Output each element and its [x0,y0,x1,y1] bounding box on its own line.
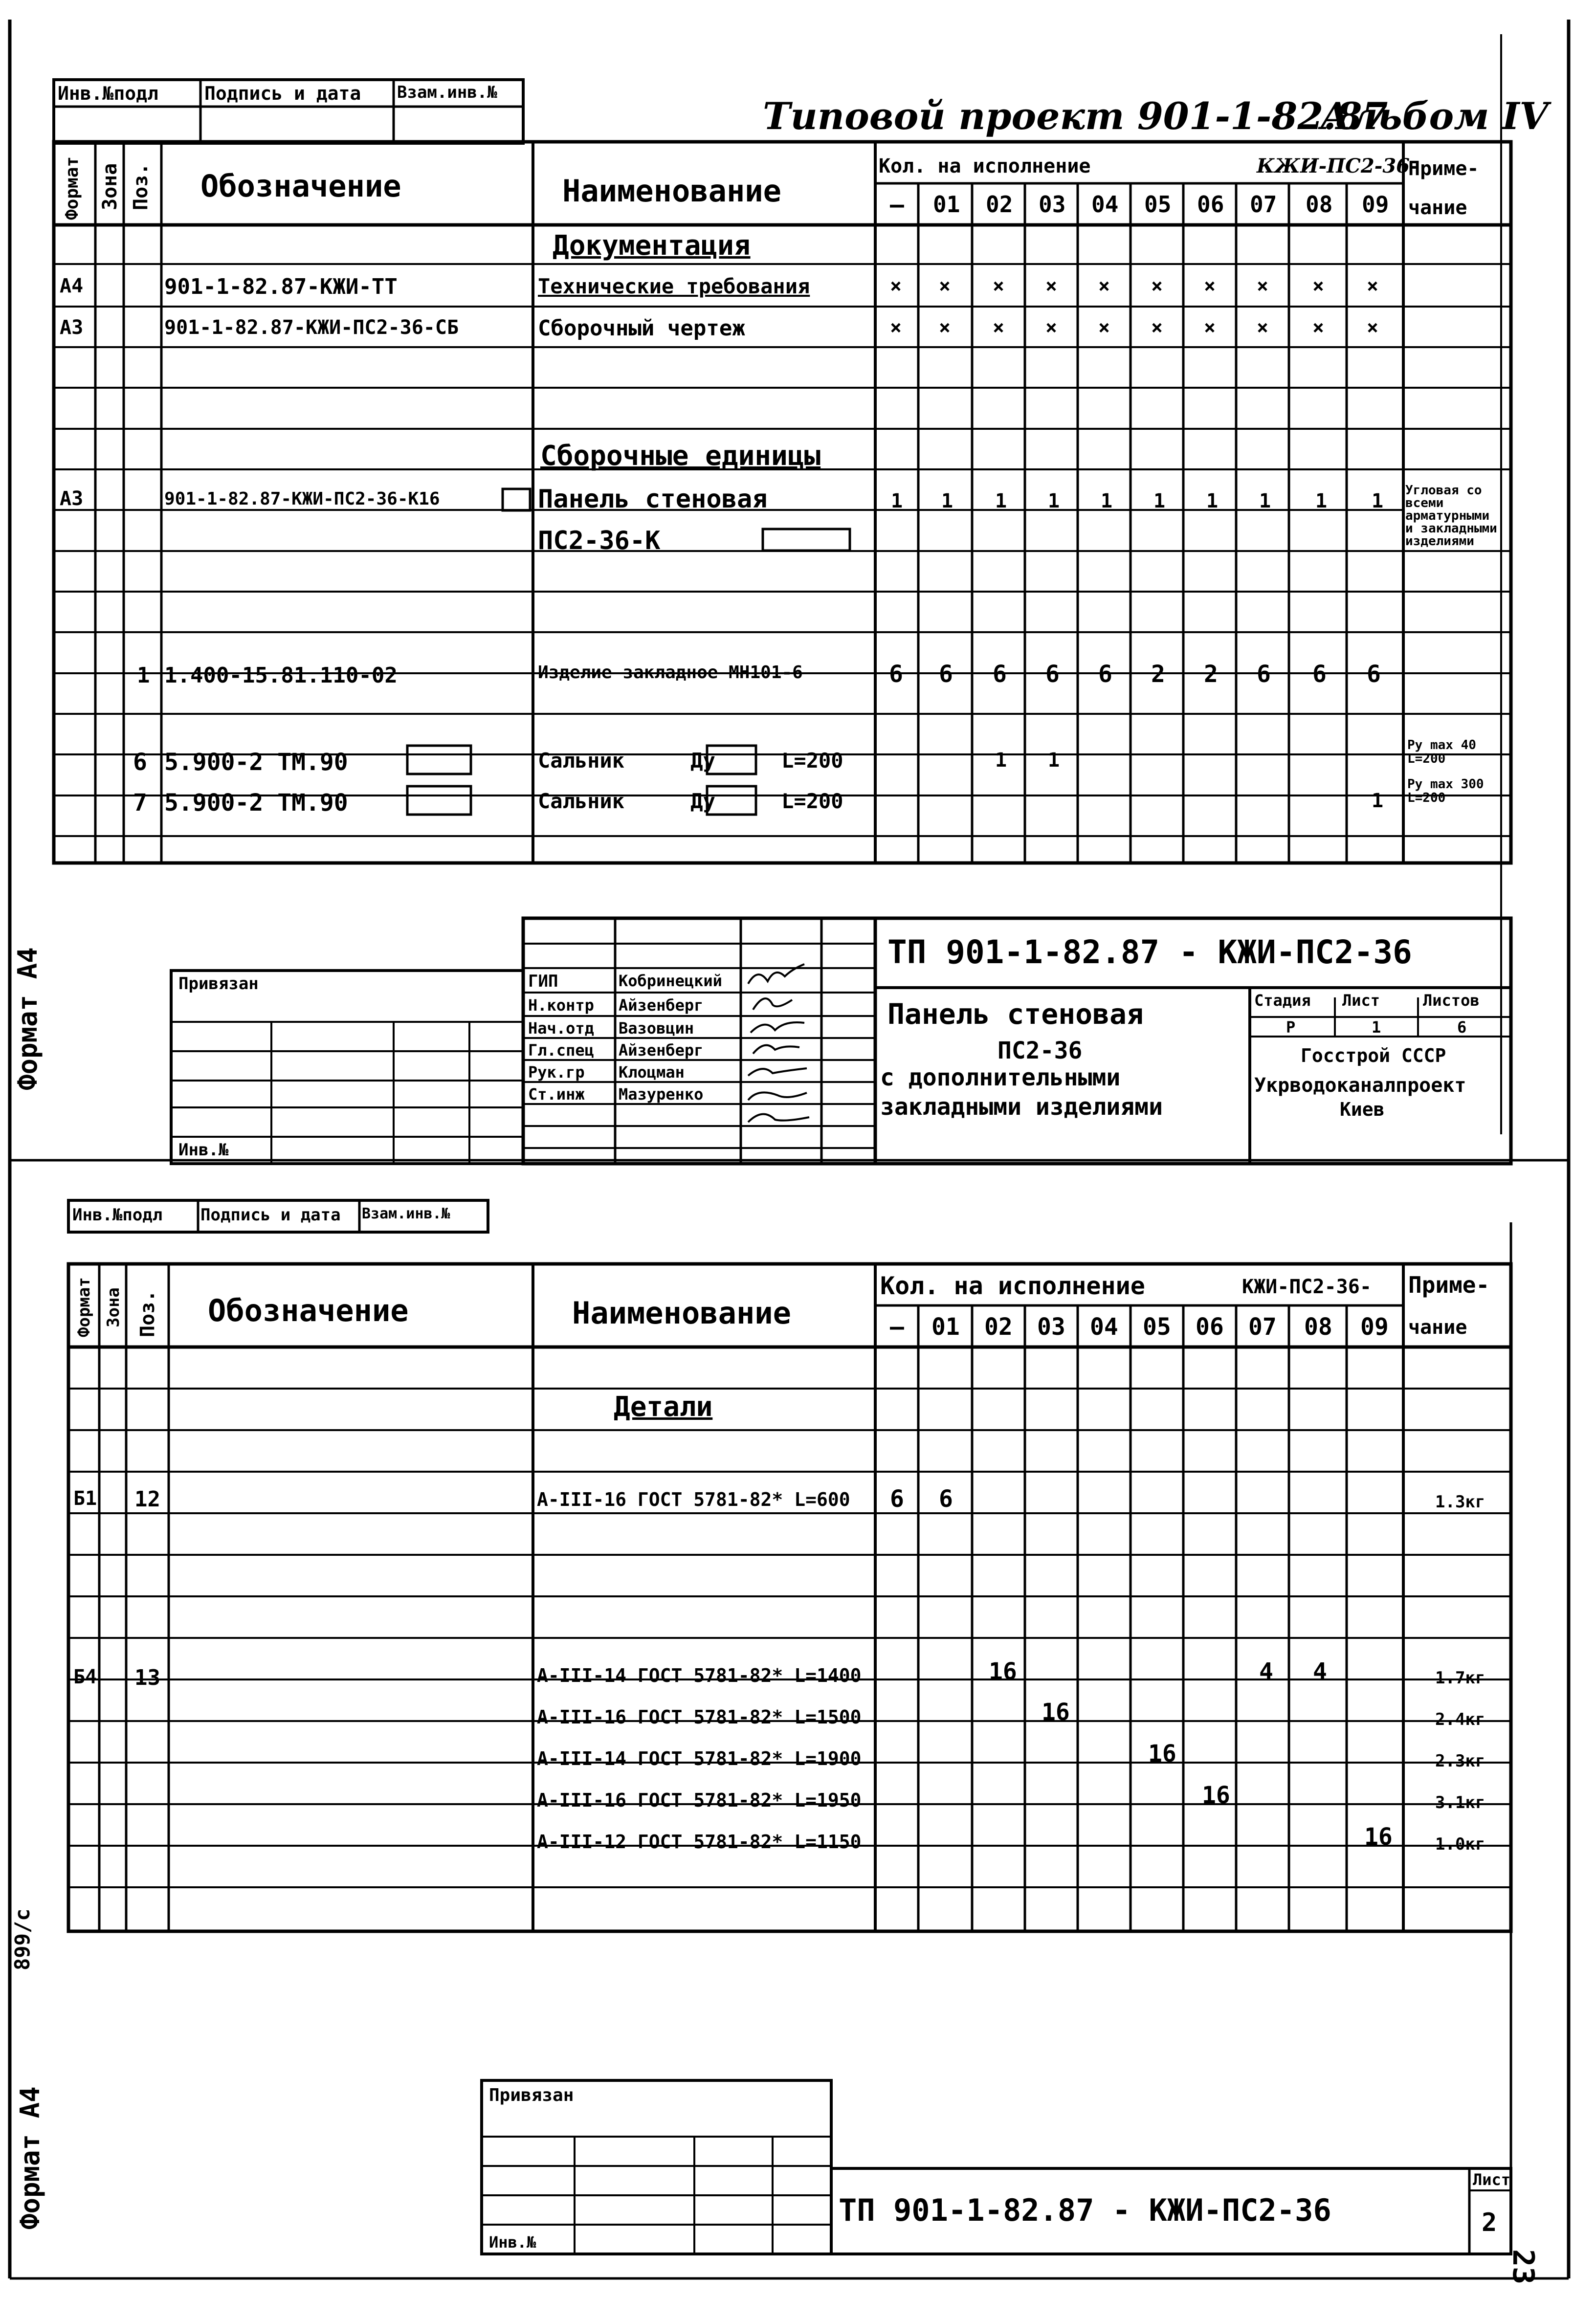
header-qty-code: КЖИ-ПС2-36- [1257,155,1418,177]
cell-qty: × [1204,316,1216,339]
variant-header: 01 [931,1313,960,1341]
top-stamp-replacement: Взам.инв.№ [362,1205,450,1222]
cell-qty: 1 [995,490,1007,512]
role: Ст.инж [528,1085,585,1104]
cell-format: А3 [60,487,84,510]
cell-name: Сальник Ду L=200 [538,749,843,773]
org-line: Киев [1340,1099,1385,1120]
name: Мазуренко [619,1085,704,1104]
sheet-value: 1 [1372,1018,1381,1037]
section-assembly-units: Сборочные единицы [540,440,821,472]
cell-name: Сборочный чертеж [538,316,745,341]
name: Вазовцин [619,1019,694,1038]
top-stamp-signature: Подпись и дата [204,83,361,104]
cell-qty: × [1098,275,1110,297]
cell-format: Б4 [73,1666,97,1688]
header-name: Наименование [572,1295,791,1331]
variant-header: 06 [1196,1313,1224,1341]
drawing-title-line: с дополнительными [880,1064,1121,1091]
cell-pos: 12 [134,1487,160,1512]
cell-qty: 16 [1148,1740,1176,1767]
variant-header: 06 [1197,191,1224,218]
top-stamp-inv: Инв.№подл [72,1205,163,1225]
cell-qty: × [993,316,1005,339]
cell-qty: 6 [1257,661,1271,688]
cell-name: А-III-16 ГОСТ 5781-82* L=600 [537,1489,850,1510]
sheet-label: Лист [1473,2170,1511,2189]
cell-qty: × [1257,275,1269,297]
cell-name: Панель стеновая [538,485,768,514]
variant-header: 03 [1039,191,1066,218]
cell-note: 1.3кг [1435,1492,1485,1512]
cell-designation: 901-1-82.87-КЖИ-ТТ [164,274,398,299]
cell-name: Изделие закладное МН101-6 [538,663,803,683]
cell-qty: × [1045,316,1058,339]
cell-format: А3 [60,316,84,339]
name: Айзенберг [619,1041,704,1060]
cell-note: 3.1кг [1435,1793,1485,1812]
cell-qty: × [1312,275,1325,297]
cell-pos: 6 [133,749,147,776]
org-line: Госстрой СССР [1301,1045,1446,1066]
cell-qty: 4 [1259,1658,1273,1685]
header-pos: Поз. [136,1290,159,1337]
variant-header: 03 [1037,1313,1065,1341]
cell-designation: 901-1-82.87-КЖИ-ПС2-36-СБ [164,316,459,339]
header-zone: Зона [104,1287,123,1327]
drawing-title-line: Панель стеновая [887,997,1144,1031]
cell-note: Ру max 300 L=200 [1407,777,1484,805]
section-documentation: Документация [553,230,751,262]
header-qty: Кол. на исполнение [880,1272,1145,1300]
cell-qty: 1 [1372,790,1384,812]
cell-qty: 2 [1151,661,1165,688]
header-format: Формат [62,156,82,220]
cell-qty: × [1312,316,1325,339]
header-pos: Поз. [130,163,152,210]
variant-header: 02 [986,191,1013,218]
sheet-value: 2 [1482,2208,1497,2237]
album-label: Альбом IV [1320,94,1549,138]
cell-name: Технические требования [538,274,810,298]
cell-qty: × [1204,275,1216,297]
sheets-label: Листов [1423,991,1480,1010]
top-stamp-replacement: Взам.инв.№ [397,83,497,102]
cell-qty: 1 [1315,490,1328,512]
cell-qty: 6 [889,661,903,688]
cell-qty: 16 [1202,1782,1230,1809]
role: Гл.спец [528,1041,594,1060]
cell-designation: 5.900-2 ТМ.90 [164,789,348,817]
name: Кобринецкий [619,972,722,990]
name: Айзенберг [619,996,704,1015]
bound-label: Привязан [489,2085,574,2105]
role: Рук.гр [528,1063,585,1082]
cell-format: А4 [60,275,84,297]
cell-qty: × [1257,316,1269,339]
variant-header: 07 [1250,191,1277,218]
variant-header: 05 [1144,191,1172,218]
title-block-code: ТП 901-1-82.87 - КЖИ-ПС2-36 [887,933,1412,971]
cell-note: 2.3кг [1435,1751,1485,1771]
cell-qty: 6 [1312,661,1327,688]
cell-qty: × [1151,316,1163,339]
role: Н.контр [528,996,594,1015]
inv-label: Инв.№ [489,2233,536,2252]
header-qty-code: КЖИ-ПС2-36- [1242,1276,1372,1298]
cell-qty: 16 [1364,1823,1393,1851]
cell-name: Сальник Ду L=200 [538,789,843,813]
role: ГИП [528,972,558,991]
cell-qty: × [993,275,1005,297]
cell-qty: 6 [993,661,1007,688]
variant-header: 05 [1143,1313,1171,1341]
cell-qty: 6 [939,661,953,688]
sheets-value: 6 [1457,1018,1467,1037]
cell-qty: × [890,275,902,297]
variant-header: — [890,191,904,219]
cell-qty: 6 [890,1485,904,1513]
variant-header: 02 [984,1313,1013,1341]
variant-header: 01 [933,191,960,218]
cell-qty: × [1045,275,1058,297]
inv-label: Инв.№ [178,1140,229,1160]
name: Клоцман [619,1063,685,1082]
header-note-top: Приме- [1408,157,1479,180]
sheet2-side-label: Формат А4 [15,2086,45,2230]
header-note-bottom: чание [1408,197,1467,219]
header-qty: Кол. на исполнение [879,155,1091,177]
cell-qty: 1 [1259,490,1271,512]
sheet-label: Лист [1342,991,1380,1010]
header-designation: Обозначение [200,168,401,204]
bound-label: Привязан [178,974,259,994]
header-note-bottom: чание [1408,1316,1467,1339]
cell-qty: 1 [1048,490,1060,512]
cell-qty: 4 [1313,1658,1327,1685]
drawing-title-line: закладными изделиями [880,1093,1163,1121]
cell-note: Ру max 40 L=200 [1407,738,1476,766]
cell-qty: 1 [1101,490,1113,512]
cell-qty: × [939,275,951,297]
sheet2-side-code: 899/c [10,1908,34,1970]
cell-qty: 16 [989,1658,1017,1685]
cell-note: 2.4кг [1435,1710,1485,1729]
cell-pos: 7 [133,789,147,817]
variant-header: 08 [1304,1313,1332,1341]
top-stamp-inv: Инв.№подл [58,83,158,104]
cell-qty: 1 [1372,490,1384,512]
cell-designation: 901-1-82.87-КЖИ-ПС2-36-К16 [164,489,440,509]
sheet1-side-label: Формат А4 [12,947,43,1090]
stage-value: Р [1286,1018,1296,1037]
project-title: Типовой проект 901-1-82.87 [763,94,1388,138]
cell-qty: 1 [941,490,953,512]
header-name: Наименование [562,173,781,209]
title-block-code: ТП 901-1-82.87 - КЖИ-ПС2-36 [839,2192,1331,2228]
cell-qty: × [1367,275,1379,297]
variant-header: 09 [1360,1313,1389,1341]
cell-designation: 5.900-2 ТМ.90 [164,749,348,776]
cell-qty: × [1367,316,1379,339]
section-details: Детали [614,1391,713,1423]
cell-qty: × [939,316,951,339]
header-designation: Обозначение [208,1293,409,1328]
cell-qty: 1 [891,490,903,512]
variant-header: 08 [1306,191,1333,218]
drawing-title-line: ПС2-36 [998,1037,1083,1064]
cell-note: 1.0кг [1435,1834,1485,1854]
org-line: Укрводоканалпроект [1254,1074,1466,1097]
cell-format: Б1 [73,1487,97,1510]
cell-name: А-III-16 ГОСТ 5781-82* L=1950 [537,1789,862,1811]
cell-designation: 1.400-15.81.110-02 [164,663,398,688]
variant-header: 07 [1248,1313,1277,1341]
cell-note: Угловая со всеми арматурными и закладными изделиями [1405,483,1497,549]
cell-qty: × [1098,316,1110,339]
cell-qty: 1 [995,749,1007,772]
cell-qty: 1 [1048,749,1060,772]
cell-qty: 16 [1042,1699,1070,1726]
role: Нач.отд [528,1019,594,1038]
variant-header: 09 [1362,191,1389,218]
cell-qty: 1 [1206,490,1219,512]
cell-note: 1.7кг [1435,1668,1485,1688]
stage-label: Стадия [1254,991,1311,1010]
cell-pos: 1 [137,663,150,688]
header-format: Формат [74,1277,94,1337]
cell-qty: 1 [1153,490,1166,512]
cell-qty: 6 [1367,661,1381,688]
cell-name: ПС2-36-К [538,526,661,555]
top-stamp-signature: Подпись и дата [200,1205,341,1225]
cell-qty: × [1151,275,1163,297]
cell-pos: 13 [134,1665,160,1690]
header-zone: Зона [99,163,121,210]
page-number: 23 [1506,2249,1540,2285]
cell-name: А-III-14 ГОСТ 5781-82* L=1900 [537,1748,862,1769]
cell-qty: 6 [1045,661,1060,688]
cell-name: А-III-12 ГОСТ 5781-82* L=1150 [537,1831,862,1853]
cell-qty: 6 [1098,661,1112,688]
header-note-top: Приме- [1408,1272,1490,1298]
cell-name: А-III-16 ГОСТ 5781-82* L=1500 [537,1706,862,1728]
cell-qty: × [890,316,902,339]
variant-header: 04 [1091,191,1119,218]
variant-header: — [890,1313,904,1341]
cell-name: А-III-14 ГОСТ 5781-82* L=1400 [537,1665,862,1686]
variant-header: 04 [1090,1313,1118,1341]
cell-qty: 6 [939,1485,953,1513]
cell-qty: 2 [1204,661,1218,688]
